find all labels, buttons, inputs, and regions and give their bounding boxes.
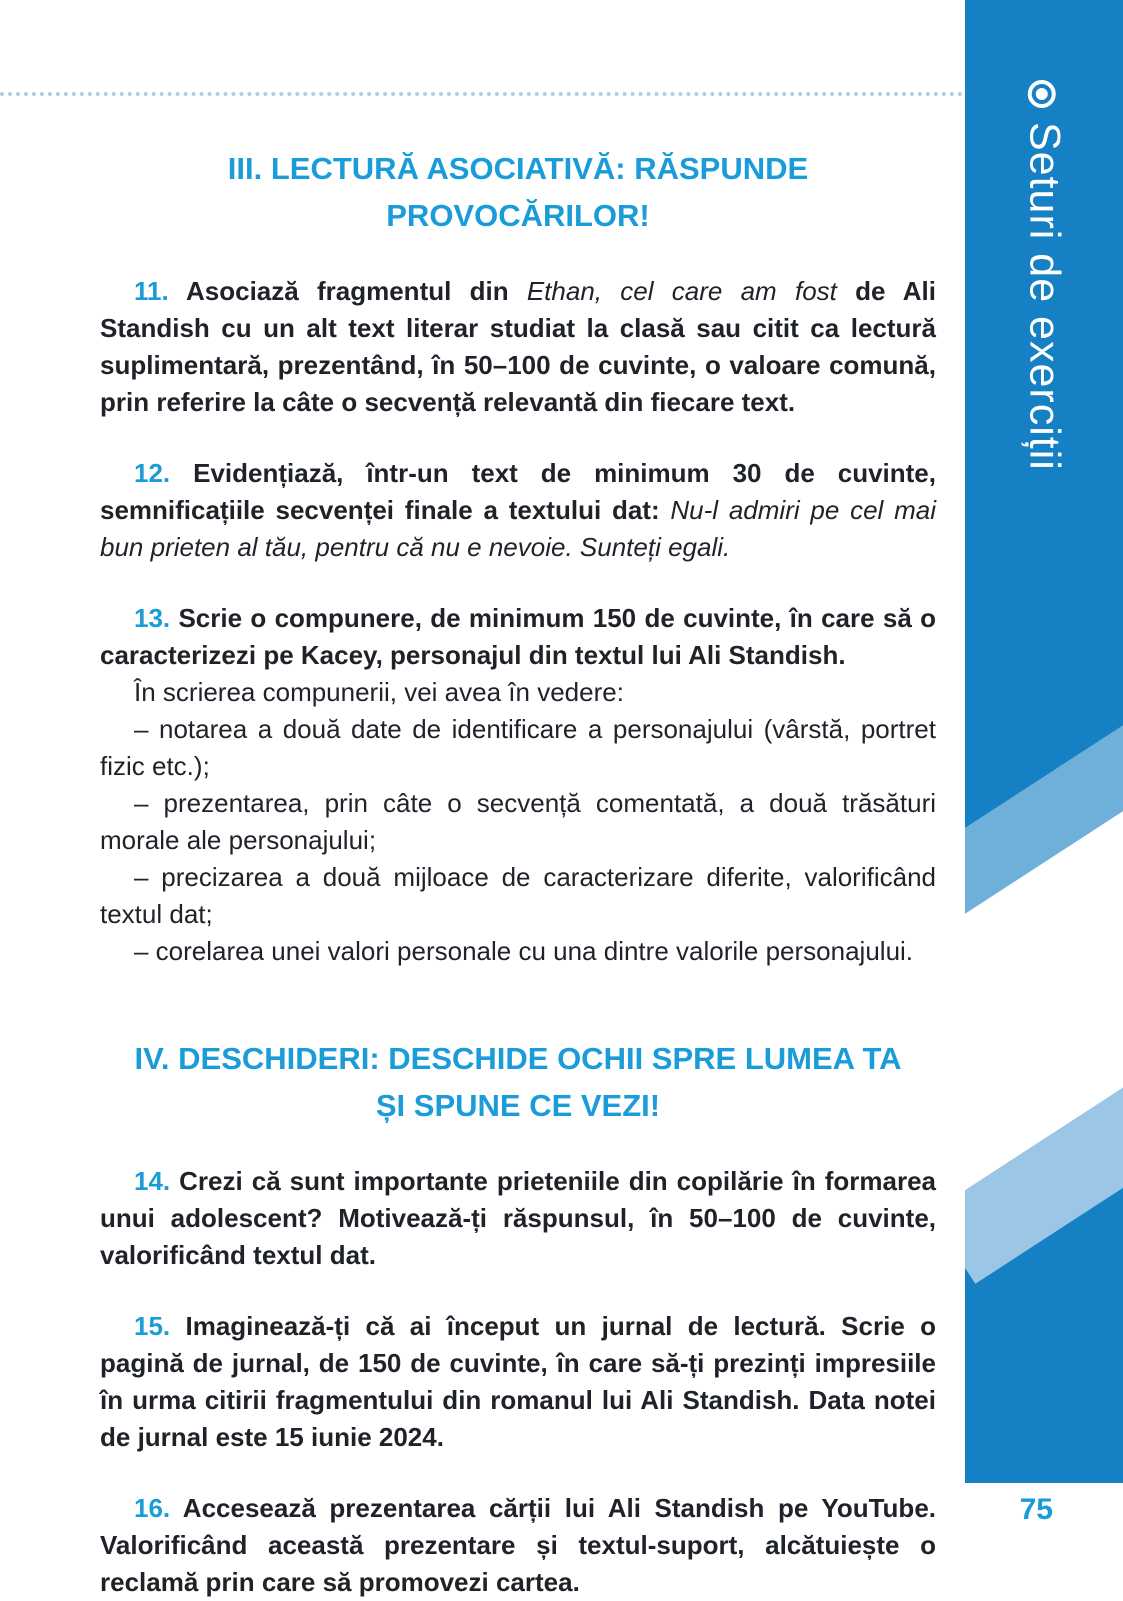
exercise-11 [100,273,936,421]
exercise-16 [100,1490,936,1601]
exercise-15-number: 15. [134,1311,171,1341]
exercise-15 [100,1308,936,1456]
exercise-12-text: Evidențiază, într-un text de minimum 30 de cuvinte, semnificațiile secvenței finale a textului dat: Nu-l admiri pe cel mai bun prieten al tău, pentru că nu e nevoie. Sunteți egali. [100,458,937,562]
exercise-13-detail-2: – prezentarea, prin câte o secvență comentată, a două trăsături morale ale personajului; [100,788,936,855]
exercise-14-text: Crezi că sunt importante prieteniile din copilărie în formarea unui adolescent? Motivează-ți răspunsul, în 50–100 de cuvinte, valorificând textul dat. [100,1166,936,1270]
content [100,146,936,1601]
section-iv-title-line2: ȘI SPUNE CE VEZI! [375,1087,661,1123]
exercise-11-number: 11. [134,276,169,306]
exercise-13 [100,600,936,674]
sidebar-tab-label: Seturi de exerciții [1020,122,1069,471]
exercise-14-number: 14. [134,1166,171,1196]
exercise-13-details-intro: În scrierea compunerii, vei avea în vedere: [134,677,624,707]
exercise-11-text: Asociază fragmentul din Ethan, cel care am fost de Ali Standish cu un alt text literar studiat la clasă sau citit ca lectură suplimentară, prezentând, în 50–100 de cuvinte, o valoare comună, prin referire la câte o secvență relevantă din fiecare text. [100,276,937,417]
exercise-13-text: Scrie o compunere, de minimum 150 de cuvinte, în care să o caracterizezi pe Kacey, personajul din textul lui Ali Standish. [100,603,936,670]
exercise-13-number: 13. [134,603,171,633]
dotted-divider [0,92,963,96]
exercise-16-number: 16. [134,1493,171,1523]
page-number: 75 [1019,1493,1053,1526]
exercise-16-text: Accesează prezentarea cărții lui Ali Standish pe YouTube. Valorificând această prezentare și textul-suport, alcătuiește o reclamă prin care să promovezi cartea. [100,1493,936,1597]
exercise-15-text: Imaginează-ți că ai început un jurnal de lectură. Scrie o pagină de jurnal, de 150 de cuvinte, în care să-ți prezinți impresiile în urma citirii fragmentului din romanul lui Ali Standish. Data notei de jurnal este 15 iunie 2024. [100,1311,936,1452]
exercise-13-detail-1: – notarea a două date de identificare a personajului (vârstă, portret fizic etc.); [100,714,936,781]
section-iv-title-line1: IV. DESCHIDERI: DESCHIDE OCHII SPRE LUMEA TA [134,1041,902,1076]
exercise-14 [100,1163,936,1274]
section-iii-title: III. LECTURĂ ASOCIATIVĂ: RĂSPUNDE PROVOCĂRILOR! [227,151,809,233]
exercise-12 [100,455,936,566]
exercise-13-detail-3: – precizarea a două mijloace de caracterizare diferite, valorificând textul dat; [100,862,936,929]
target-icon [1028,80,1056,108]
exercise-13-detail-4: – corelarea unei valori personale cu una dintre valorile personajului. [134,936,914,966]
sidebar [965,0,1123,1483]
exercise-12-number: 12. [134,458,171,488]
section-iv-title [100,1036,936,1129]
sidebar-diagonal-stripes [965,724,1123,1284]
